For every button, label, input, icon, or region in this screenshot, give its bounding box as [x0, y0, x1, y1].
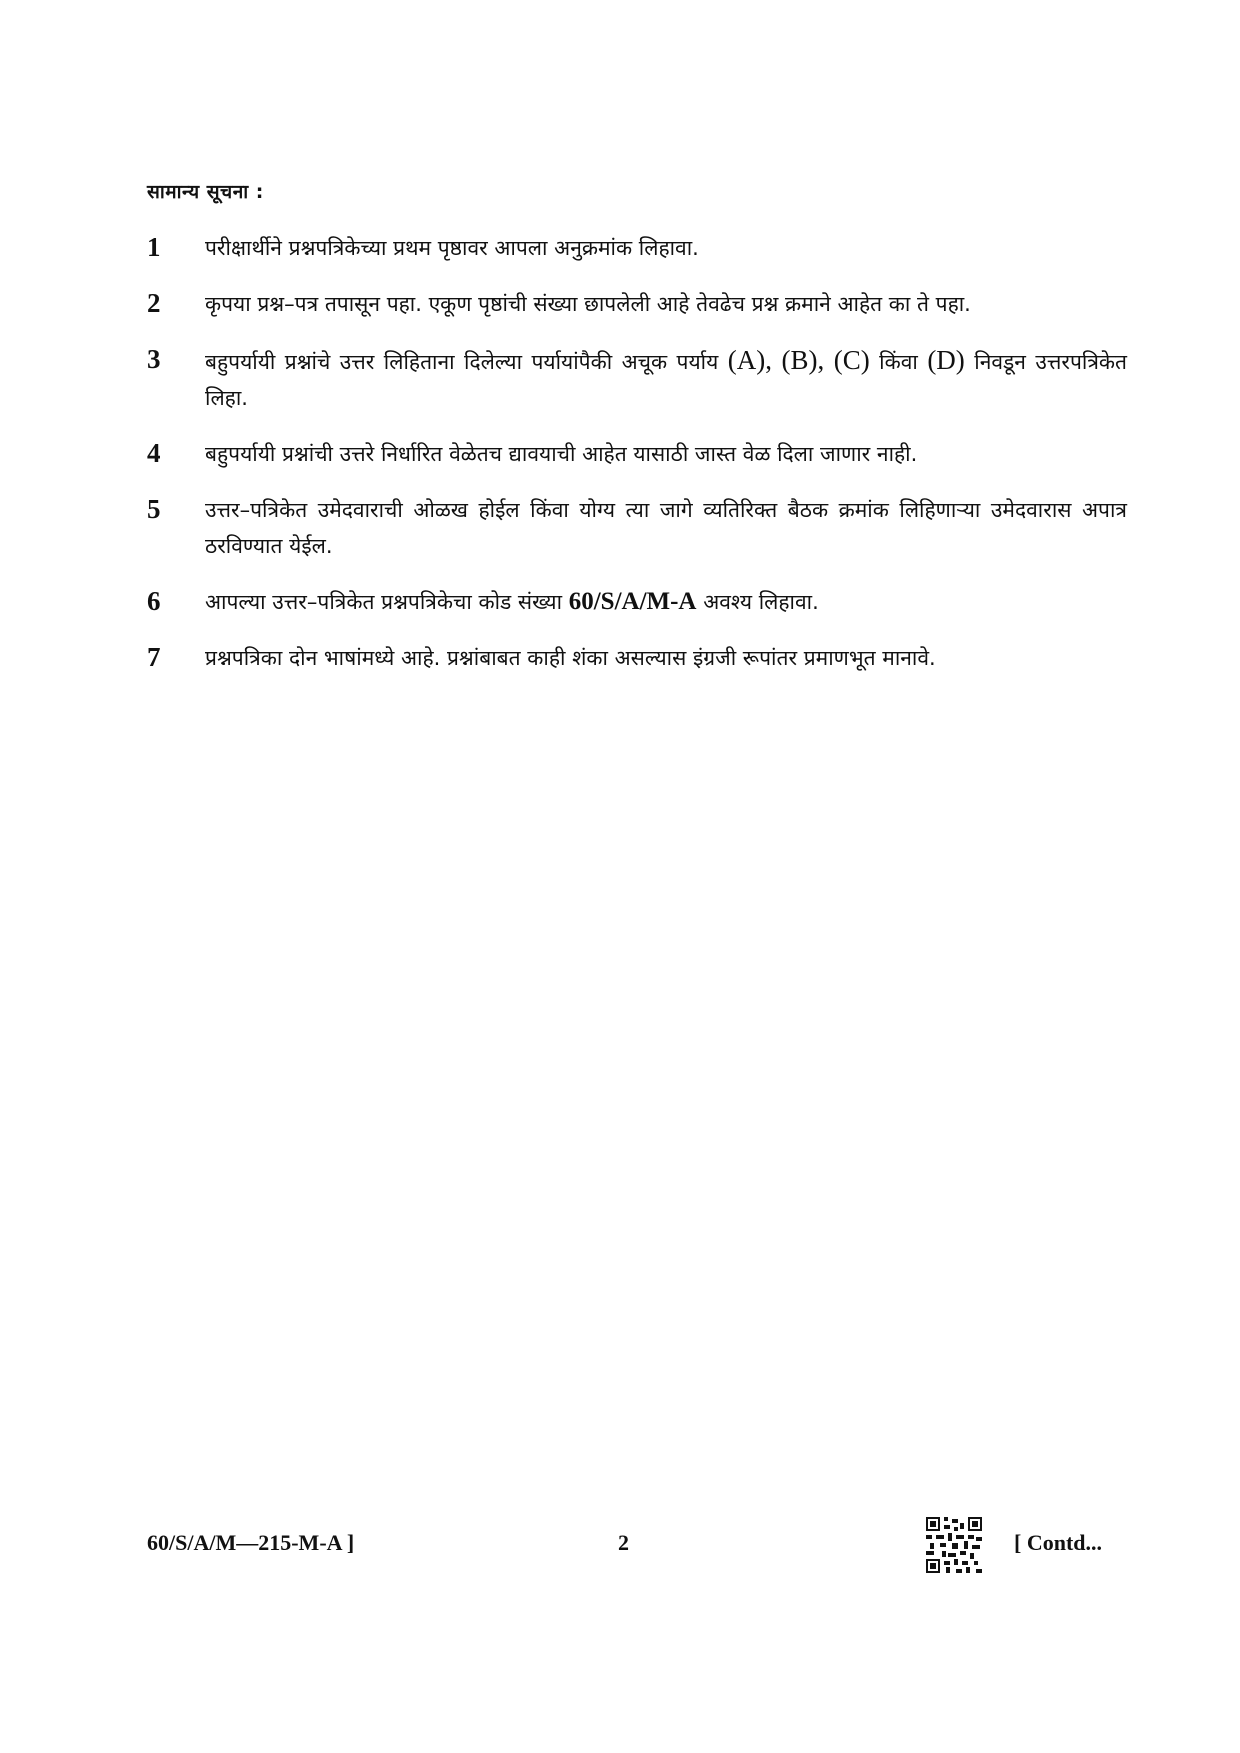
footer-paper-code: 60/S/A/M—215-M-A ]: [147, 1530, 355, 1555]
instruction-text-part: किंवा: [879, 350, 918, 374]
footer-continued: [ Contd...: [1014, 1530, 1103, 1555]
instruction-item-1: [147, 230, 1127, 266]
instruction-item-6: [147, 584, 1127, 620]
instruction-text: प्रश्नपत्रिका दोन भाषांमध्ये आहे. प्रश्नांबाबत काही शंका असल्यास इंग्रजी रूपांतर प्रमाणभूत मानावे.: [205, 646, 936, 670]
instruction-item-7: [147, 640, 1127, 676]
option-label-d: (D): [927, 345, 965, 375]
instruction-text-part: निवडून उत्तरपत्रिकेत लिहा.: [205, 350, 1128, 410]
instruction-text: कृपया प्रश्न–पत्र तपासून पहा. एकूण पृष्ठांची संख्या छापलेली आहे तेवढेच प्रश्न क्रमाने आहेत का ते पहा.: [205, 292, 971, 316]
instruction-item-4: [147, 436, 1127, 472]
footer-page-number: 2: [618, 1530, 629, 1555]
instruction-text-part: अवश्य लिहावा.: [703, 590, 819, 614]
instruction-item-3: [147, 342, 1127, 416]
option-labels: (A), (B), (C): [727, 345, 870, 375]
instructions-heading: सामान्य सूचना :: [147, 181, 264, 203]
instruction-text: परीक्षार्थीने प्रश्नपत्रिकेच्या प्रथम पृष्ठावर आपला अनुक्रमांक लिहावा.: [205, 236, 699, 260]
qr-code-icon: [926, 1517, 982, 1573]
instruction-number: 7: [147, 642, 161, 672]
instruction-text-part: आपल्या उत्तर–पत्रिकेत प्रश्नपत्रिकेचा कोड संख्या: [205, 590, 563, 614]
instruction-text: [205, 342, 1127, 416]
instruction-text: बहुपर्यायी प्रश्नांची उत्तरे निर्धारित वेळेतच द्यावयाची आहेत यासाठी जास्त वेळ दिला जाणार नाही.: [205, 442, 918, 466]
instruction-text-part: बहुपर्यायी प्रश्नांचे उत्तर लिहिताना दिलेल्या पर्यायांपैकी अचूक पर्याय: [205, 350, 719, 374]
instructions-list: [147, 230, 1127, 676]
instruction-number: 2: [147, 288, 161, 318]
instruction-number: 4: [147, 438, 161, 468]
paper-code-inline: 60/S/A/M-A: [568, 588, 697, 615]
instruction-number: 3: [147, 344, 161, 374]
instruction-item-5: [147, 492, 1127, 564]
instruction-number: 6: [147, 586, 161, 616]
instruction-item-2: [147, 286, 1127, 322]
instruction-text: [205, 584, 1127, 620]
instruction-number: 5: [147, 494, 161, 524]
instruction-number: 1: [147, 232, 161, 262]
instruction-text: उत्तर–पत्रिकेत उमेदवाराची ओळख होईल किंवा योग्य त्या जागे व्यतिरिक्त बैठक क्रमांक लिहिणाऱ्या उमेदवारास अपात्र ठरविण्यात येईल.: [205, 498, 1127, 558]
